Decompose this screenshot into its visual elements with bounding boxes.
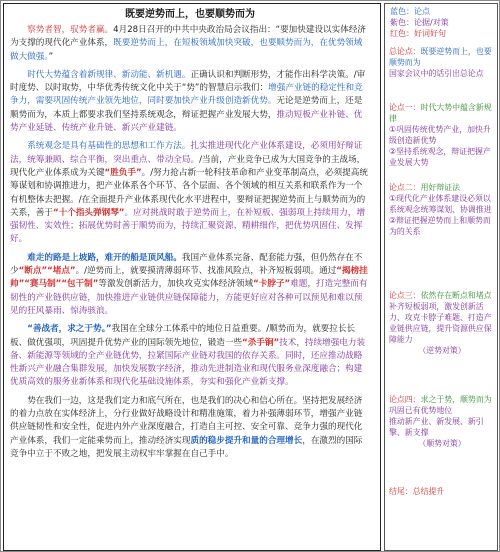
paragraph-4: [10, 252, 370, 318]
annotation-sidebar: [384, 3, 498, 551]
note-thesis: [389, 46, 495, 79]
text: ”: [48, 51, 54, 62]
argument-point: “善战者，求之于势。”: [27, 324, 112, 335]
note-tag: （逆势对策）: [418, 346, 466, 355]
text: 。/努力抢占新一轮科技革命和产业变革制高点，必须提高统筹谋划和协调推进力，把产业体系各个环节、各个层面、各个领域的相互关系和联系作为一个有机整体去把握。/在全面提升产业体系现代化水平进程中，要辩证把握逆势而上与顺势而为的关系，善于: [10, 167, 368, 218]
note-text: 求之于势，顺势而为: [420, 395, 492, 404]
paragraph-2: [10, 69, 370, 135]
key-phrase: 质的稳步提升和量的合理增长: [190, 435, 303, 446]
thesis: 既要逆势而上，在短板领域加快突破，也要顺势而为，在优势领域做大做强。: [10, 38, 363, 62]
note-head: 结尾：: [389, 487, 413, 496]
paragraph-5: [10, 323, 370, 389]
paragraph-1: [10, 24, 370, 64]
note-sub: 国家会议中的话引出总论点: [389, 69, 484, 78]
note-item: ②坚持系统观念，辩证把握产业发展大势: [389, 147, 491, 167]
key-phrase: 察势者智，驭势者赢。: [27, 25, 114, 35]
article-title: 既要逆势而上，也要顺势而为: [125, 9, 255, 20]
key-phrase: “卡脖子”: [253, 279, 291, 290]
key-phrase: “十个指头弹钢琴”: [52, 207, 125, 218]
paragraph-3: [10, 140, 370, 246]
strategy-text: 扎实推进现代化产业体系建设，必须用好辩证法，统筹兼顾、综合平衡，突出重点、带动全局。: [10, 141, 363, 165]
note-item: ①巩固传统优势产业，加快升级创造新优势: [389, 125, 491, 145]
text: 等激发创新活力，加快攻克实体经济领域: [98, 279, 254, 290]
note-point-3: [389, 290, 495, 356]
text: 。/逆势而上，就要摸清薄弱环节、找准风险点，补齐短板弱项。通过: [75, 266, 337, 277]
text: 4月28日召开的中共中央政治局会议指出：“要加快建设以实体经济为支撑的现代化产业体系，: [10, 25, 367, 49]
text: ，在激烈的国际竞争中立于不败之地，把发展主动权牢牢掌握在自己手中。: [10, 435, 363, 459]
argument-point: 难走的路是上坡路，难开的船是顶风船。: [27, 252, 182, 263]
note-head: 论点四：: [389, 395, 421, 404]
legend-blue: 蓝色：论点: [390, 7, 430, 16]
note-text: 总结提升: [412, 487, 445, 496]
strategy-text: 。应对挑战时敢于逆势而上，在补短板、强弱项上持续用力，增强韧性、实效性；拓展优势时善于顺势而为，持续汇聚资源、精耕细作，把优势巩固住、发挥好。: [10, 207, 366, 245]
argument-point: 时代大势蕴含着新规律、新动能、新机遇。: [27, 69, 191, 80]
note-item: 补齐短板弱项，激发创新活力、攻克卡脖子难题、打造产业链供应链，提升资源供应保障能力: [389, 302, 492, 344]
strategy-text: 推动短板产业补链、优势产业延链、传统产业升链、新兴产业建链。: [10, 109, 363, 134]
note-item: ②辩证把握逆势而上和顺势而为的关系: [389, 216, 491, 236]
text: /当前，产业竞争已成为大国竞争的主战场，现代化产业体系成为关键: [10, 154, 366, 178]
legend-purple: 紫色：论据/对策: [390, 18, 449, 27]
note-point-2: [389, 182, 495, 237]
key-phrase: “杀手锏”: [242, 337, 280, 348]
text: 正确认识和判断形势，才能作出科学决策。/审时度势、以时取势，中华优秀传统文化中关于“势”的智慧启示我们：: [10, 69, 366, 94]
text: 势在我们一边，这是我们定力和底气所在，也是我们的决心和信心所在。坚持把发展经济的着力点放在实体经济上，分行业做好战略设计和精准施策，着力补强薄弱环节，增强产业链供应链韧性和安全性，促进内外产业深度融合，打造自主可控、安全可靠、竞争力强的现代化产业体系，我们一定能乘势而上，推动经济实现: [10, 395, 363, 446]
note-conclusion: [389, 486, 495, 497]
strategy-text: 技术，持续增强电力装备、新能源等领域的全产业链优势，拉紧国际产业链对我国的依存关系。同时，还应推动战略性新兴产业融合集群发展，加快发展数字经济，推动先进制造业和现代服务业深度融合；构建优质高效的服务业新体系和现代化基础设施体系，夯实和强化产业新支撑。: [10, 337, 366, 388]
key-phrase: “断点”“堵点”: [18, 266, 76, 277]
strategy-text: 难题，打造完整而有韧性的产业链供应链，加快推进产业链供应链保障能力，方能更好应对各种可以预见和难以预见的狂风暴雨、惊涛骇浪。: [10, 279, 368, 316]
text: 我国产业体系完备、配套能力强，但仍然存在不少: [10, 252, 363, 277]
note-tag: （顺势对策）: [418, 439, 466, 448]
note-item: ①现代化产业体系建设必须以系统观念统筹谋划、协调推进: [389, 194, 492, 214]
legend-red: 红色：好词好句: [390, 29, 446, 38]
note-head: 总论点：: [389, 47, 421, 56]
note-point-1: [389, 102, 495, 168]
note-point-4: [389, 394, 495, 449]
paragraph-6: [10, 395, 370, 461]
article-panel: [3, 3, 381, 551]
text: 我国在全球分工体系中的地位日益重要。/顺势而为，就要拉长长板、做优强项，巩固提升优势产业的国际领先地位，锻造一些: [10, 324, 356, 348]
note-item: 推动新产业、新发展、新引擎、新支撑: [389, 417, 484, 437]
note-head: 论点三：: [389, 291, 421, 300]
note-head: 论点一：: [389, 103, 421, 112]
note-text: 依然存在断点和堵点: [420, 291, 492, 300]
argument-point: 系统观念是具有基础性的思想和工作方法。: [27, 141, 191, 152]
key-phrase: “胜负手”: [104, 167, 142, 178]
note-text: 既要逆势而上，也要顺势而为: [389, 47, 492, 67]
note-head: 论点二：: [389, 183, 421, 192]
note-text: 时代大势中蕴含新规律: [389, 103, 492, 123]
key-phrase: “揭榜挂帅”“赛马制”“包干制”: [10, 266, 368, 290]
text: 无论是逆势而上，还是顺势而为，本质上都要求我们坚持系统观念，辩证把握产业发展大势，: [10, 96, 363, 120]
note-item: 巩固已有优势地位: [389, 406, 453, 415]
note-text: 用好辩证法: [420, 183, 461, 192]
argument-point: 增强产业链的稳定性和竞争力，需要巩固传统产业领先地位，同时要加快产业升级创造新优势。: [10, 83, 363, 107]
